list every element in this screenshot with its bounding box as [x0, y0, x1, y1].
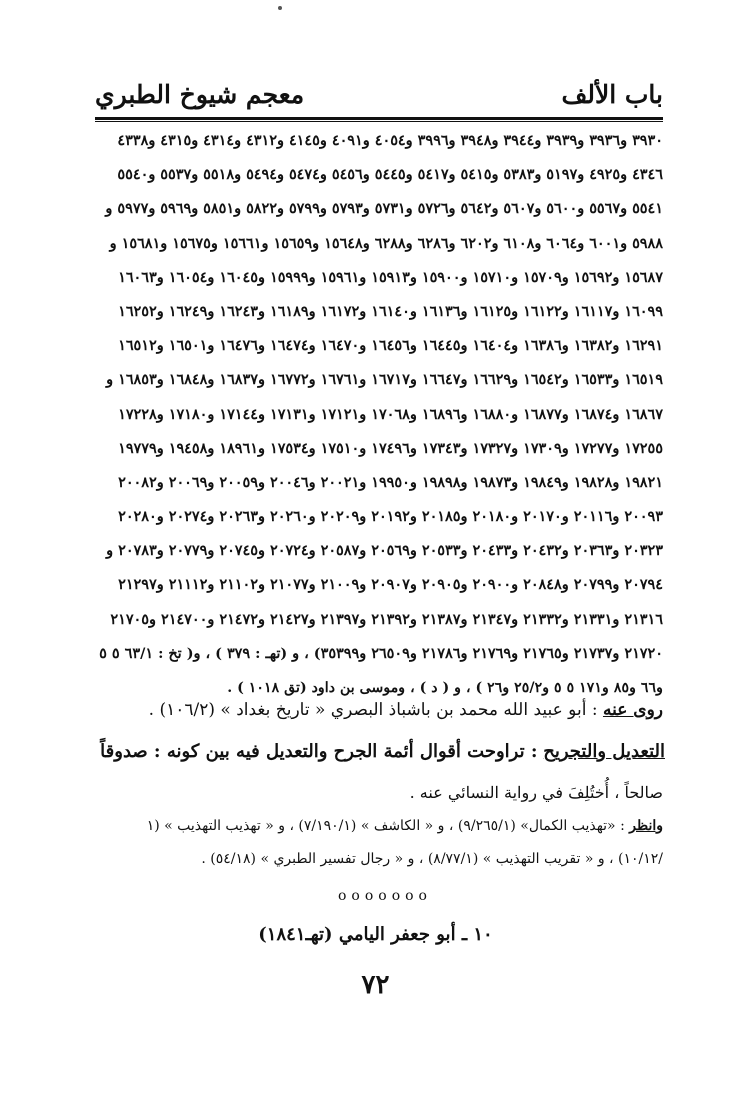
number-line: ١٦٢٩١ و١٦٣٨٢ و١٦٣٨٦ و١٦٤٠٤ و١٦٤٤٥ و١٦٤٥٦ و١٦٤٧٠ و١٦٤٧٤ و١٦٤٧٦ و١٦٥٠١ و١٦٥١٢	[118, 337, 663, 355]
number-line: ١٧٢٥٥ و١٧٢٧٧ و١٧٣٠٩ و١٧٣٢٧ و١٧٣٤٣ و١٧٤٩٦ و١٧٥١٠ و١٧٥٣٤ و١٨٩٦١ و١٩٤٥٨ و١٩٧٧٩	[118, 439, 663, 457]
number-line: ٢١٧٢٠ و٢١٧٣٧ و٢١٧٦٥ و٢١٧٦٩ و٢١٧٨٦ و٢٦٥٠٩ و٣٥٣٩٩) ، و (تهـ : ٣٧٩ ) ، و( تخ : ٦٣/١ ٥ ٥	[99, 644, 663, 662]
number-line: و٦٦ و٨٥ و١٧١ ٥ ٥ و٢٥/٢ و٢٦ ) ، و ( د ) ، وموسى بن داود (تق ١٠١٨ ) .	[227, 680, 663, 696]
page-number: ٧٢	[361, 970, 390, 1000]
number-line: ٢٠٠٩٣ و٢٠١١٦ و٢٠١٧٠ و٢٠١٨٠ و٢٠١٨٥ و٢٠١٩٢ و٢٠٢٠٩ و٢٠٢٦٠ و٢٠٢٦٣ و٢٠٢٧٤ و٢٠٢٨٠	[118, 508, 663, 526]
grading-paragraph	[95, 741, 665, 762]
page-speck	[278, 6, 282, 10]
number-line: ١٥٦٨٧ و١٥٦٩٢ و١٥٧٠٩ و١٥٧١٠ و١٥٩٠٠ و١٥٩١٣ و١٥٩٦١ و١٥٩٩٩ و١٦٠٤٥ و١٦٠٥٤ و١٦٠٦٣	[118, 268, 663, 286]
anzur-text: : «تهذيب الكمال» (٩/٢٦٥/١) ، و « الكاشف » (٧/١٩٠/١) ، و « تهذيب التهذيب » (١	[146, 818, 625, 834]
number-line: ٥٩٨٨ و٦٠٠١ و٦٠٦٤ و٦١٠٨ و٦٢٠٢ و٦٢٨٦ و٦٢٨٨ و١٥٦٤٨ و١٥٦٥٩ و١٥٦٦١ و١٥٦٧٥ و١٥٦٨١ و	[109, 234, 663, 252]
see-also-paragraph	[95, 818, 663, 834]
next-entry-title: ١٠ ـ أبو جعفر اليامي (تهـ١٨٤١)	[258, 924, 493, 945]
number-line: ٢٠٣٢٣ و٢٠٣٦٣ و٢٠٤٣٢ و٢٠٤٣٣ و٢٠٥٣٣ و٢٠٥٦٩ و٢٠٥٨٧ و٢٠٧٢٤ و٢٠٧٤٥ و٢٠٧٧٩ و٢٠٧٨٣ و	[106, 542, 663, 560]
anzur-label: وانظر	[629, 818, 663, 834]
hadith-number-list	[95, 124, 663, 705]
page-header	[95, 78, 663, 114]
number-line: ٣٩٣٠ و٣٩٣٦ و٣٩٣٩ و٣٩٤٤ و٣٩٤٨ و٣٩٩٦ و٤٠٥٤ و٤٠٩١ و٤١٤٥ و٤٣١٢ و٤٣١٤ و٤٣١٥ و٤٣٣٨	[117, 132, 663, 149]
book-title: معجم شيوخ الطبري	[95, 80, 305, 109]
header-rule	[95, 117, 663, 120]
section-separator: ooooooo	[337, 888, 432, 904]
rawa-text: : أبو عبيد الله محمد بن باشباذ البصري « تاريخ بغداد » (١٠٦/٢) .	[148, 700, 598, 720]
see-also-continuation: /١٠/١٢) ، و « تقريب التهذيب » (٨/٧٧/١) ، و « رجال تفسير الطبري » (٥٤/١٨) .	[201, 851, 663, 867]
number-line: ٥٥٤١ و٥٥٦٧ و٥٦٠٠ و٥٦٠٧ و٥٦٤٢ و٥٧٢٦ و٥٧٣١ و٥٧٩٣ و٥٧٩٩ و٥٨٢٢ و٥٨٥١ و٥٩٦٩ و٥٩٧٧ و	[105, 200, 663, 218]
number-line: ٢٠٧٩٤ و٢٠٧٩٩ و٢٠٨٤٨ و٢٠٩٠٠ و٢٠٩٠٥ و٢٠٩٠٧ و٢١٠٠٩ و٢١٠٧٧ و٢١١٠٢ و٢١١١٢ و٢١٢٩٧	[118, 576, 663, 594]
tadil-label: التعديل والتجريح	[543, 741, 665, 762]
number-line: ١٦٥١٩ و١٦٥٣٣ و١٦٥٤٢ و١٦٦٢٩ و١٦٦٤٧ و١٦٧١٧ و١٦٧٦١ و١٦٧٧٢ و١٦٨٣٧ و١٦٨٤٨ و١٦٨٥٣ و	[106, 371, 663, 389]
number-line: ١٦٨٦٧ و١٦٨٧٤ و١٦٨٧٧ و١٦٨٨٠ و١٦٨٩٦ و١٧٠٦٨ و١٧١٢١ و١٧١٣١ و١٧١٤٤ و١٧١٨٠ و١٧٢٢٨	[118, 405, 663, 423]
number-line: ٢١٣١٦ و٢١٣٣١ و٢١٣٣٢ و٢١٣٤٧ و٢١٣٨٧ و٢١٣٩٢ و٢١٣٩٧ و٢١٤٢٧ و٢١٤٧٢ و٢١٤٧٠٠ و٢١٧٠٥	[110, 610, 663, 628]
grading-continuation: صالحاً ، أُختُلِفَ في رواية النسائي عنه .	[409, 783, 663, 802]
number-line: ٤٣٤٦ و٤٩٢٥ و٥١٩٧ و٥٣٨٣ و٥٤١٥ و٥٤١٧ و٥٤٤٥ و٥٤٥٦ و٥٤٧٤ و٥٤٩٤ و٥٥١٨ و٥٥٣٧ و٥٥٤٠	[117, 166, 663, 184]
number-line: ١٦٠٩٩ و١٦١١٧ و١٦١٢٢ و١٦١٢٥ و١٦١٣٦ و١٦١٤٠ و١٦١٧٢ و١٦١٨٩ و١٦٢٤٣ و١٦٢٤٩ و١٦٢٥٢	[118, 302, 663, 320]
number-line: ١٩٨٢١ و١٩٨٢٨ و١٩٨٤٩ و١٩٨٧٣ و١٩٨٩٨ و١٩٩٥٠ و٢٠٠٢١ و٢٠٠٤٦ و٢٠٠٥٩ و٢٠٠٦٩ و٢٠٠٨٢	[118, 473, 663, 491]
header-rule-thin	[95, 121, 663, 122]
chapter-title: باب الألف	[561, 80, 663, 109]
rawa-label: روى عنه	[602, 700, 663, 720]
narrators-from-him	[103, 700, 663, 720]
tadil-text: : تراوحت أقوال أئمة الجرح والتعديل فيه بين كونه : صدوقاً	[100, 741, 538, 762]
